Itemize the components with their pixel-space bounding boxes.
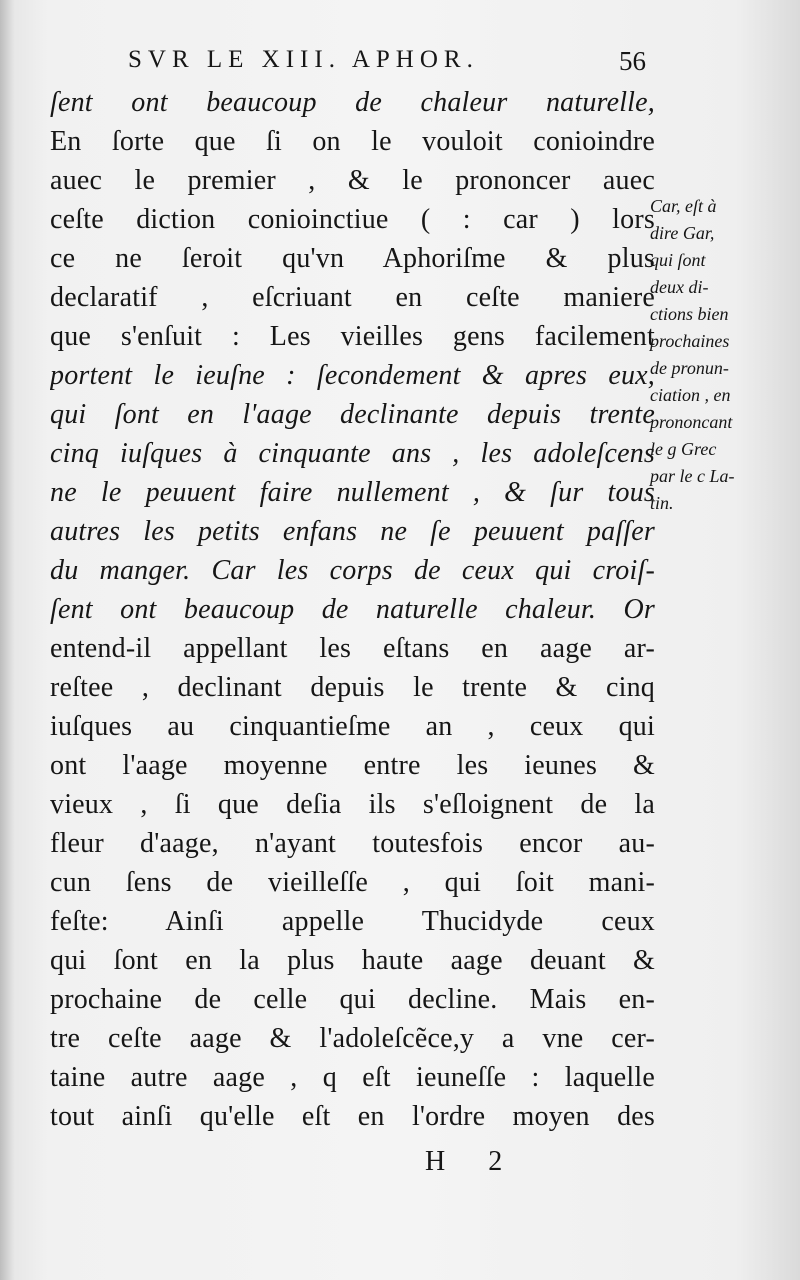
text-line: prochaine de celle qui decline. Mais en- bbox=[50, 984, 655, 1015]
marginal-note-line: prononcant bbox=[650, 412, 733, 432]
text-line: vieux , ſi que deſia ils s'eſloignent de la bbox=[50, 789, 655, 820]
signature-mark: H 2 bbox=[425, 1146, 521, 1177]
marginal-note-line: prochaines bbox=[650, 331, 730, 351]
text-line: entend-il appellant les eſtans en aage ar- bbox=[50, 633, 655, 664]
text-line: reſtee , declinant depuis le trente & cinq bbox=[50, 672, 655, 703]
text-line: En ſorte que ſi on le vouloit conioindre bbox=[50, 126, 655, 157]
text-line: fleur d'aage, n'ayant toutesfois encor au- bbox=[50, 828, 655, 859]
text-line: qui ſont en la plus haute aage deuant & bbox=[50, 945, 655, 976]
text-line: feſte: Ainſi appelle Thucidyde ceux bbox=[50, 906, 655, 937]
text-line: que s'enſuit : Les vieilles gens facilement bbox=[50, 321, 655, 352]
marginal-note-line: deux di- bbox=[650, 277, 709, 297]
text-line: ce ne ſeroit qu'vn Aphoriſme & plus bbox=[50, 243, 655, 274]
text-line: declaratif , eſcriuant en ceſte maniere bbox=[50, 282, 655, 313]
marginal-note-line: dire Gar, bbox=[650, 223, 715, 243]
text-line: tout ainſi qu'elle eſt en l'ordre moyen des bbox=[50, 1101, 655, 1132]
marginal-note-line: qui ſont bbox=[650, 250, 706, 270]
running-header bbox=[128, 46, 648, 82]
marginal-note bbox=[650, 193, 798, 517]
text-line: cinq iuſques à cinquante ans , les adoleſcens bbox=[50, 438, 655, 469]
text-line: du manger. Car les corps de ceux qui croiſ- bbox=[50, 555, 655, 586]
text-line: ne le peuuent faire nullement , & ſur tous bbox=[50, 477, 655, 508]
marginal-note-line: ctions bien bbox=[650, 304, 729, 324]
marginal-note-line: Car, eſt à bbox=[650, 196, 717, 216]
marginal-note-line: le g Grec bbox=[650, 439, 717, 459]
text-line: ſent ont beaucoup de chaleur naturelle, bbox=[50, 87, 655, 118]
text-line: ſent ont beaucoup de naturelle chaleur. Or bbox=[50, 594, 655, 625]
text-line: cun ſens de vieilleſſe , qui ſoit mani- bbox=[50, 867, 655, 898]
text-line: qui ſont en l'aage declinante depuis trente bbox=[50, 399, 655, 430]
marginal-note-line: par le c La- bbox=[650, 466, 735, 486]
main-text-block bbox=[50, 83, 655, 1136]
text-line: autres les petits enfans ne ſe peuuent paſſer bbox=[50, 516, 655, 547]
running-title: SVR LE XIII. APHOR. bbox=[128, 46, 479, 73]
text-line: ceſte diction conioinctiue ( : car ) lors bbox=[50, 204, 655, 235]
page-number: 56 bbox=[619, 46, 646, 76]
text-line: ont l'aage moyenne entre les ieunes & bbox=[50, 750, 655, 781]
text-line: portent le ieuſne : ſecondement & apres eux, bbox=[50, 360, 655, 391]
text-line: tre ceſte aage & l'adoleſcẽce,y a vne cer- bbox=[50, 1023, 655, 1054]
marginal-note-line: ciation , en bbox=[650, 385, 731, 405]
text-line: iuſques au cinquantieſme an , ceux qui bbox=[50, 711, 655, 742]
marginal-note-line: tin. bbox=[650, 493, 674, 513]
text-line: taine autre aage , q eſt ieuneſſe : laquelle bbox=[50, 1062, 655, 1093]
text-line: auec le premier , & le prononcer auec bbox=[50, 165, 655, 196]
marginal-note-line: de pronun- bbox=[650, 358, 729, 378]
